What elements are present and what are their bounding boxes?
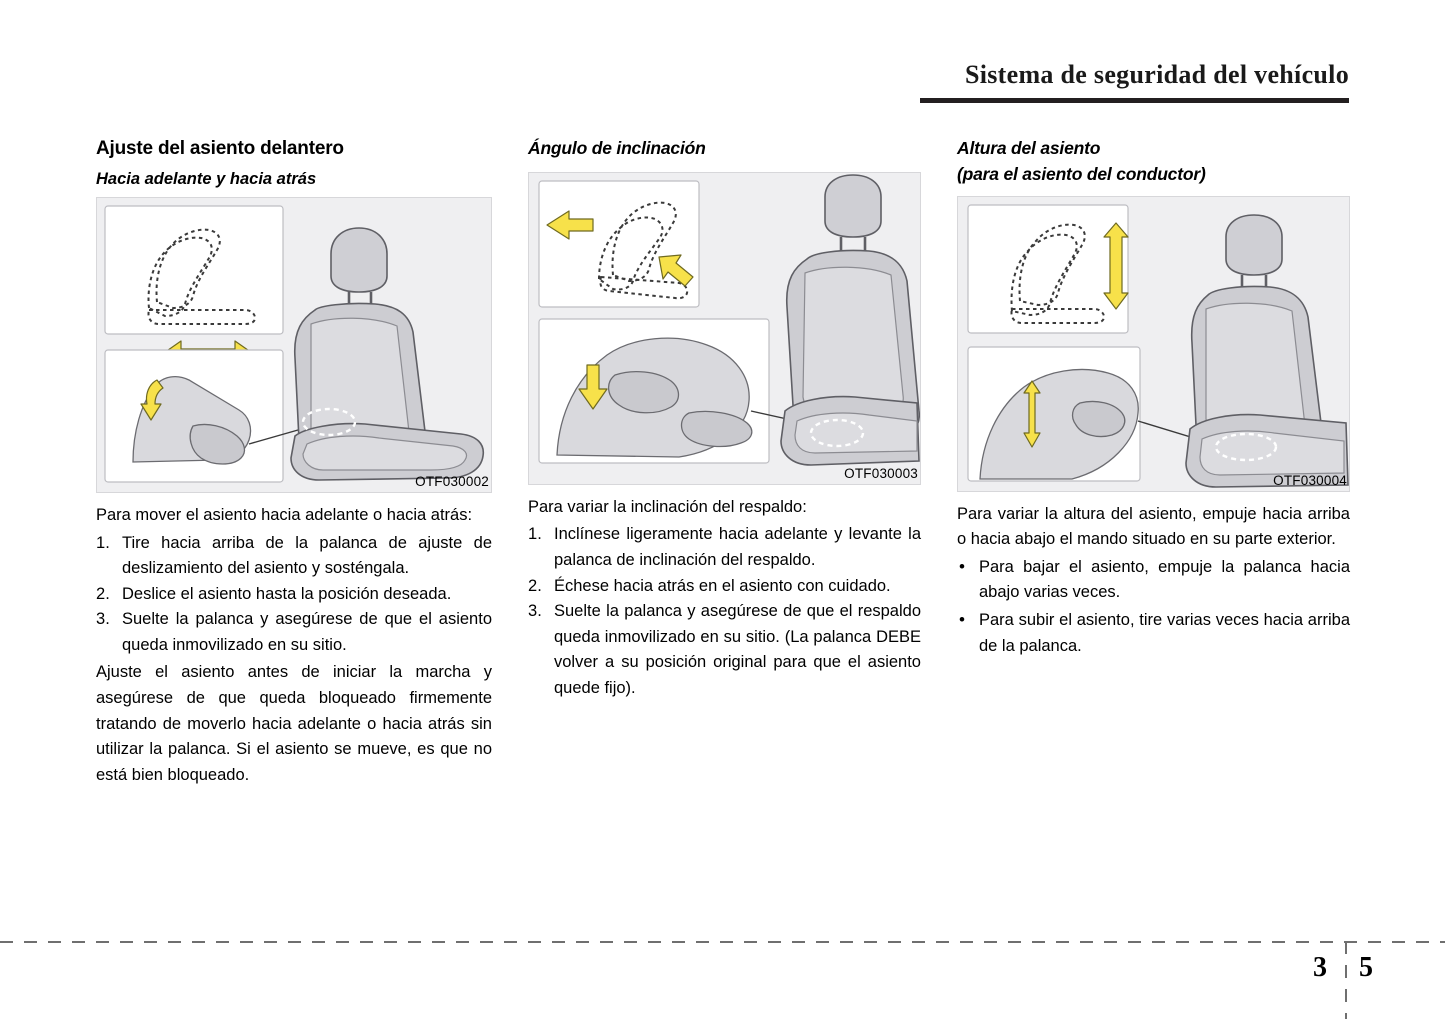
figure-code-2: OTF030003: [844, 465, 918, 481]
footer-divider: [0, 941, 1445, 943]
subsection-title-forward-back: Hacia adelante y hacia atrás: [96, 170, 317, 188]
figure-seat-slide: [96, 197, 492, 493]
list-item: Suelte la palanca y asegúrese de que el respaldo queda inmovilizado en su sitio. (La palanca DEBE volver a su posición original para que el asiento quede fijo).: [554, 602, 921, 697]
column-recline-angle: [528, 138, 921, 703]
list-item: • Para subir el asiento, tire varias veces hacia arriba de la palanca.: [957, 608, 1350, 659]
seat-slide-illustration: [97, 198, 491, 492]
page-header: [0, 30, 1445, 89]
page-number: 5: [1359, 952, 1373, 983]
section-title-height: Altura del asiento: [957, 138, 1101, 158]
intro-text-3: Para variar la altura del asiento, empuje hacia arriba o hacia abajo el mando situado en su parte exterior.: [957, 504, 1350, 549]
list-item: • Para bajar el asiento, empuje la palanca hacia abajo varias veces.: [957, 555, 1350, 606]
intro-text-2: Para variar la inclinación del respaldo:: [528, 497, 807, 516]
steps-list-1: [96, 531, 492, 659]
list-item: Échese hacia atrás en el asiento con cuidado.: [554, 576, 891, 595]
list-item: Suelte la palanca y asegúrese de que el asiento queda inmovilizado en su sitio.: [122, 610, 492, 654]
intro-text-1: Para mover el asiento hacia adelante o hacia atrás:: [96, 506, 473, 524]
chapter-number: 3: [1313, 952, 1327, 983]
note-text-1: Ajuste el asiento antes de iniciar la marcha y asegúrese de que queda bloqueado firmemente tratando de moverlo hacia adelante o hacia atrás sin utilizar la palanca. Si el asiento se mueve, es que no está bien bloqueado.: [96, 663, 492, 784]
column-seat-height: [957, 138, 1350, 661]
column-seat-adjustment: [96, 138, 492, 790]
section-title-front-seat: Ajuste del asiento delantero: [96, 138, 344, 159]
recline-illustration: [529, 173, 920, 484]
figure-recline: [528, 172, 921, 485]
bullet-list-3: [957, 555, 1350, 659]
seat-height-illustration: [958, 197, 1349, 491]
section-title-recline: Ángulo de inclinación: [528, 138, 706, 158]
figure-code-1: OTF030002: [415, 474, 489, 489]
footer-divider-vertical: [1345, 941, 1347, 1019]
steps-list-2: [528, 522, 921, 701]
page-title: Sistema de seguridad del vehículo: [964, 60, 1349, 89]
list-item: Inclínese ligeramente hacia adelante y levante la palanca de inclinación del respaldo.: [554, 525, 921, 569]
section-subtitle-height: (para el asiento del conductor): [957, 163, 1206, 184]
figure-code-3: OTF030004: [1273, 472, 1347, 488]
list-item: Tire hacia arriba de la palanca de ajuste de deslizamiento del asiento y sosténgala.: [122, 533, 492, 578]
list-item: Deslice el asiento hasta la posición deseada.: [122, 584, 452, 603]
figure-seat-height: [957, 196, 1350, 492]
header-rule: [920, 98, 1349, 103]
